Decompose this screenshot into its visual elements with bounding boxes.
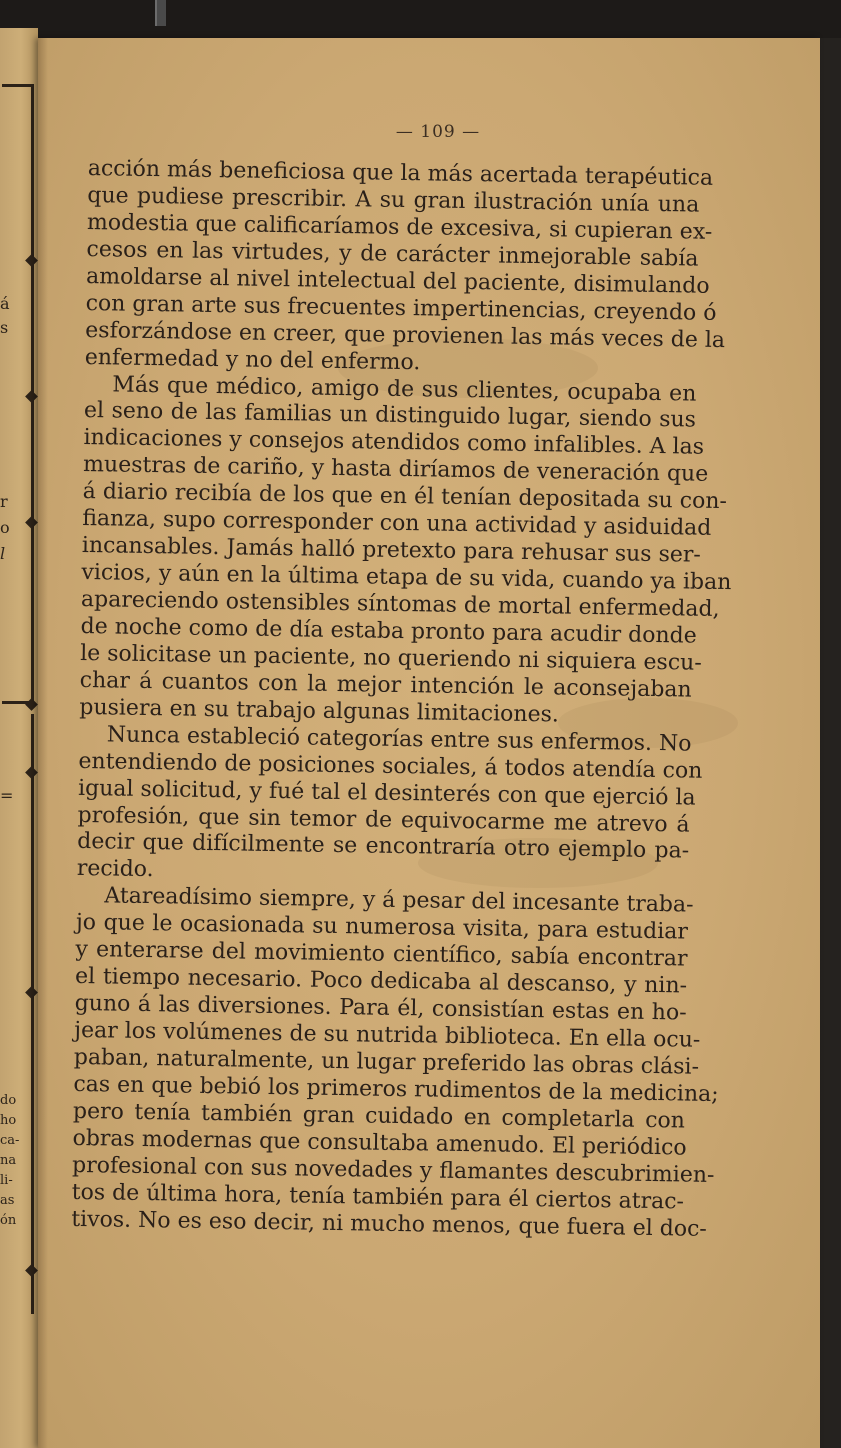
text-line: paban, naturalmente, un lugar preferido las obras clási- [73, 1044, 700, 1080]
text-line: profesional con sus novedades y flamantes descubrimien- [71, 1152, 715, 1188]
fragment-text: li- [0, 1173, 13, 1188]
text-line: jear los volúmenes de su nutrida biblioteca. En ella ocu- [74, 1017, 701, 1053]
text-line: char á cuantos con la mejor intención le aconsejaban [79, 667, 692, 703]
book-page [38, 38, 820, 1448]
text-line: incansables. Jamás halló pretexto para rehusar sus ser- [81, 533, 702, 568]
text-line: que pudiese prescribir. A su gran ilustración unía una [87, 182, 700, 218]
fragment-text: ón [0, 1213, 17, 1228]
fragment-text: ca- [0, 1133, 20, 1148]
body-text [71, 156, 732, 1243]
text-line: pero tenía también gran cuidado en completarla con [72, 1098, 686, 1134]
text-line: enfermedad y no del enfermo. [84, 344, 421, 375]
text-line: y enterarse del movimiento científico, sabía encontrar [75, 937, 688, 972]
text-line: profesión, que sin temor de equivocarme me atrevo á [77, 802, 690, 838]
text-line: vicios, y aún en la última etapa de su vida, cuando ya iban [81, 560, 732, 596]
text-line: decir que difícilmente se encontraría otro ejemplo pa- [77, 829, 690, 864]
fragment-text: l [0, 544, 6, 563]
fragment-text: á [0, 294, 10, 313]
adjacent-page-fragment [0, 28, 38, 1448]
text-line: á diario recibía de los que en él tenían depositada su con- [82, 479, 728, 515]
text-line: tivos. No es eso decir, ni mucho menos, que fuera el doc- [71, 1206, 708, 1242]
text-line: recido. [76, 856, 154, 883]
text-line: tos de última hora, tenía también para él ciertos atrac- [71, 1179, 685, 1215]
text-line: Atareadísimo siempre, y á pesar del incesante traba- [104, 883, 694, 918]
page-gutter-shadow [38, 38, 48, 1448]
text-line: entendiendo de posiciones sociales, á todos atendía con [78, 748, 703, 784]
text-line: pusiera en su trabajo algunas limitaciones. [79, 694, 560, 728]
binding-clip [155, 0, 166, 26]
text-line: obras modernas que consultaba amenudo. El periódico [72, 1125, 687, 1161]
fragment-text: ho [0, 1113, 17, 1128]
fragment-text: o [0, 518, 10, 537]
text-line: guno á las diversiones. Para él, consistían estas en ho- [74, 990, 687, 1026]
fragment-text: na [0, 1153, 17, 1168]
scan-top-edge [0, 0, 841, 38]
text-line: le solicitase un paciente, no queriendo ni siquiera escu- [79, 640, 702, 676]
text-line: de noche como de día estaba pronto para acudir donde [80, 613, 697, 649]
fragment-text: as [0, 1193, 15, 1208]
page-number: — 109 — [395, 122, 481, 142]
text-line: muestras de cariño, y hasta diríamos de veneración que [82, 452, 709, 488]
text-line: jo que le ocasionada su numerosa visita, para estudiar [75, 910, 689, 945]
text-line: igual solicitud, y fué tal el desinterés con que ejerció la [77, 775, 696, 811]
text-line: el seno de las familias un distinguido lugar, siendo sus [83, 398, 697, 434]
text-line: cas en que bebió los primeros rudimentos de la medicina; [73, 1071, 719, 1107]
text-line: apareciendo ostensibles síntomas de mortal enfermedad, [80, 586, 720, 622]
text-line: Nunca estableció categorías entre sus enfermos. No [106, 722, 692, 757]
text-line: fianza, supo corresponder con una actividad y asiduidad [82, 506, 712, 542]
fragment-text: = [0, 786, 14, 805]
text-line: modestia que calificaríamos de excesiva, si cupieran ex- [86, 209, 713, 245]
text-line: el tiempo necesario. Poco dedicaba al descanso, y nin- [74, 964, 688, 999]
text-line: Más que médico, amigo de sus clientes, ocupaba en [112, 371, 697, 407]
fragment-text: do [0, 1093, 17, 1108]
text-line: con gran arte sus frecuentes impertinencias, creyendo ó [85, 290, 717, 326]
text-line: acción más beneficiosa que la más acertada terapéutica [87, 156, 714, 191]
fragment-text: s [0, 318, 9, 337]
fragment-text: r [0, 492, 8, 511]
text-line: amoldarse al nivel intelectual del paciente, disimulando [85, 263, 710, 299]
text-line: cesos en las virtudes, y de carácter inmejorable sabía [86, 236, 699, 272]
text-line: indicaciones y consejos atendidos como infalibles. A las [83, 425, 705, 461]
text-line: esforzándose en creer, que provienen las más veces de la [85, 317, 726, 353]
